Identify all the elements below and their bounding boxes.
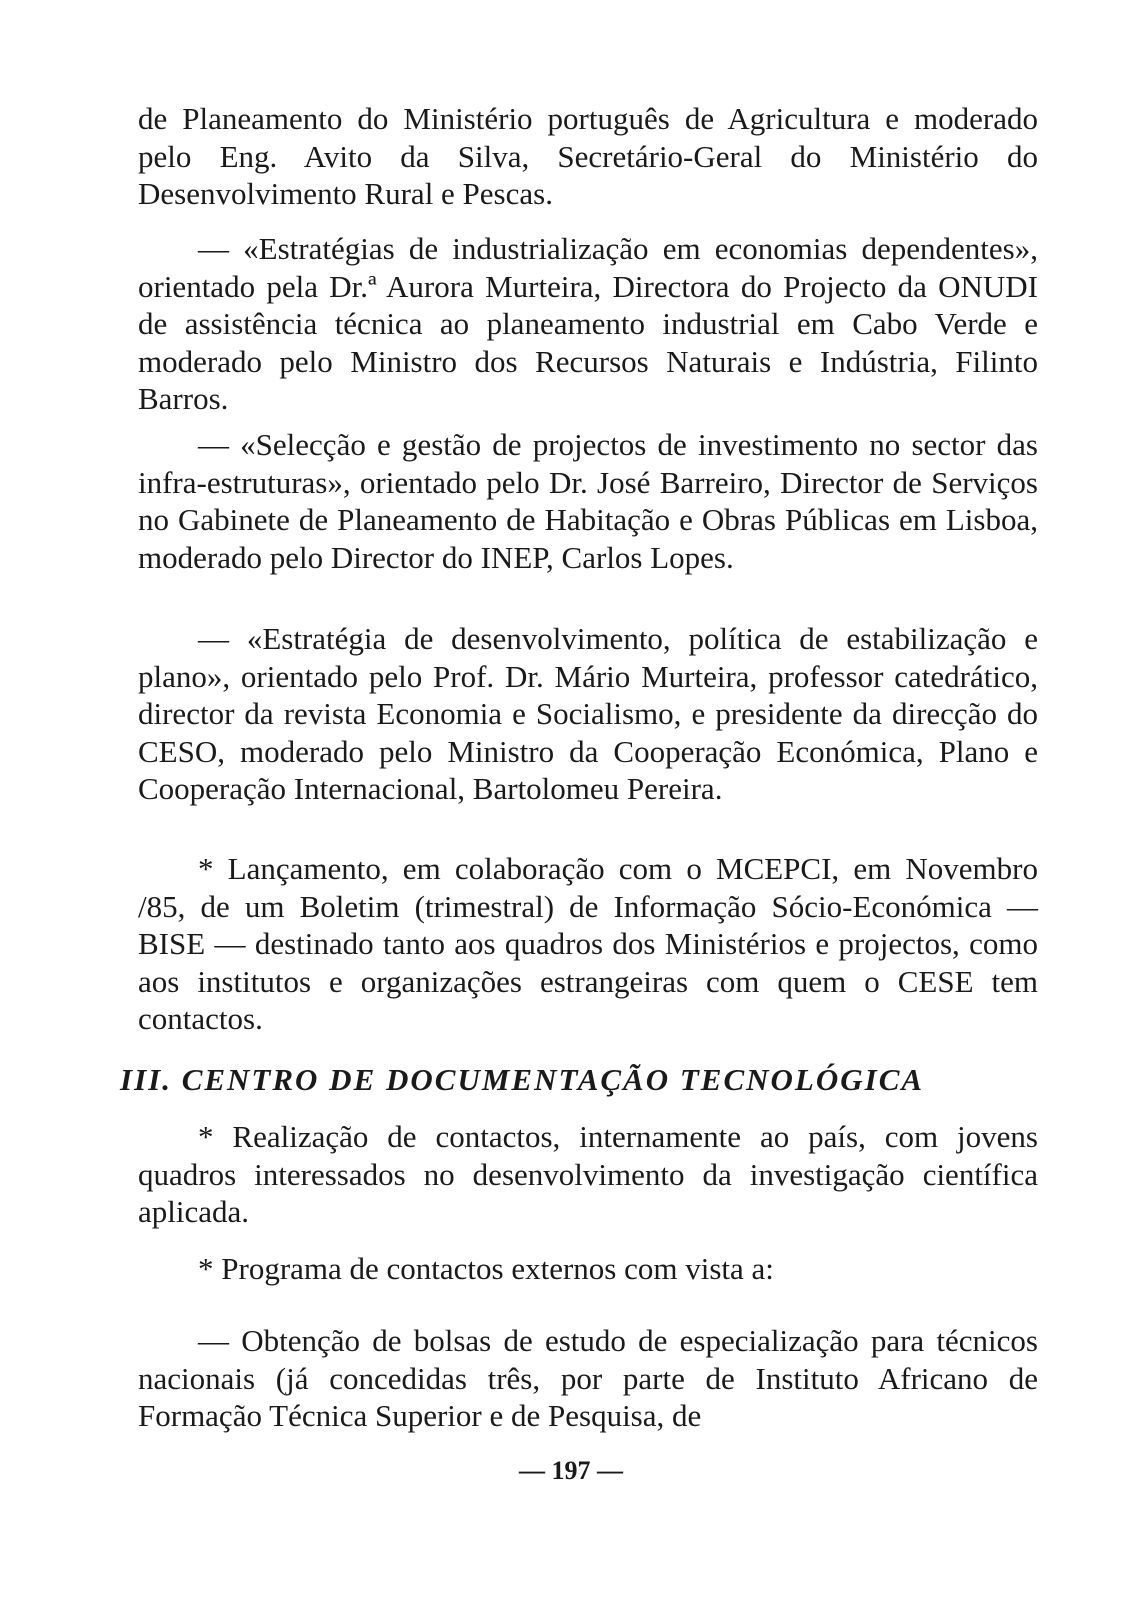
paragraph-realizacao-contactos: * Realização de contactos, internamente ao país, com jovens quadros interessados no desenvolvimento da investigação científica aplicada. xyxy=(138,1119,1038,1229)
paragraph-seleccao-gestao-projectos: — «Selecção e gestão de projectos de investimento no sector das infra-estruturas», orientado pelo Dr. José Barreiro, Director de Serviços no Gabinete de Planeamento de Habitação e Obras Públicas em Lisboa, moderado pelo Director do INEP, Carlos Lopes. xyxy=(138,427,1038,575)
section-heading-centro-documentacao: III. CENTRO DE DOCUMENTAÇÃO TECNOLÓGICA xyxy=(120,1062,925,1097)
paragraph-planeamento-continuation: de Planeamento do Ministério português de Agricultura e moderado pelo Eng. Avito da Silva, Secretário-Geral do Ministério do Desenvolvimento Rural e Pescas. xyxy=(138,101,1038,211)
paragraph-obtencao-bolsas: — Obtenção de bolsas de estudo de especialização para técnicos nacionais (já concedidas três, por parte de Instituto Africano de Formação Técnica Superior e de Pesquisa, de xyxy=(138,1323,1038,1433)
paragraph-estrategia-desenvolvimento: — «Estratégia de desenvolvimento, política de estabilização e plano», orientado pelo Prof. Dr. Mário Murteira, professor catedrático, director da revista Economia e Socialismo, e presidente da direcção do CESO, moderado pelo Ministro da Cooperação Económica, Plano e Cooperação Internacional, Bartolomeu Pereira. xyxy=(138,621,1038,806)
paragraph-programa-contactos: * Programa de contactos externos com vista a: xyxy=(198,1251,774,1286)
paragraph-estrategias-industrializacao: — «Estratégias de industrialização em economias dependentes», orientado pela Dr.ª Aurora Murteira, Directora do Projecto da ONUDI de assistência técnica ao planeamento industrial em Cabo Verde e moderado pelo Ministro dos Recursos Naturais e Indústria, Filinto Barros. xyxy=(138,231,1038,416)
paragraph-lancamento-boletim: * Lançamento, em colaboração com o MCEPCI, em Novembro /85, de um Boletim (trimestral) de Informação Sócio-Económica — BISE — destinado tanto aos quadros dos Ministérios e projectos, como aos institutos e organizações estrangeiras com quem o CESE tem contactos. xyxy=(138,851,1038,1036)
page-number: — 197 — xyxy=(519,1456,623,1485)
